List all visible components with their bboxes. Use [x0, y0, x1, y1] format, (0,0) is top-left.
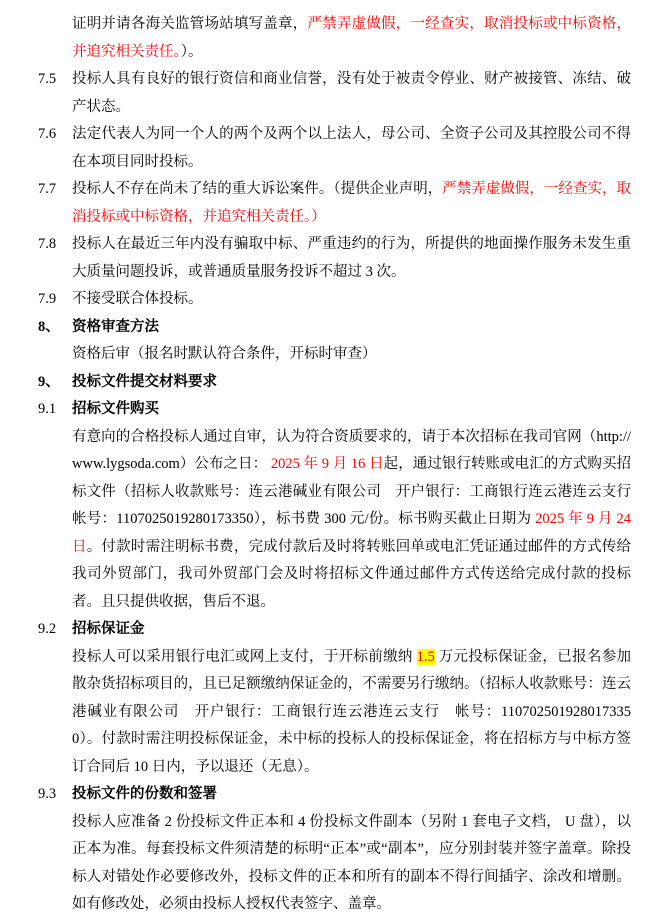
item-number: 7.9	[38, 291, 57, 307]
text-run: 招标文件购买	[72, 401, 159, 417]
item-text	[72, 396, 631, 424]
text-run: 投标人可以采用银行电汇或网上支付，于开标前缴纳	[72, 648, 417, 665]
text-run: 起，通过银行转账或电汇的方式购买招标文件（招标人收款账号：连云港碱业有限公司 开户银行：工商银行连云港连云支行帐号：1107025019280173350），标书费 300 元/份。标书购买截止日期为	[72, 456, 632, 527]
doc-item	[38, 369, 631, 397]
item-text	[72, 11, 631, 66]
item-text	[72, 286, 631, 314]
doc-item	[38, 396, 631, 424]
item-text	[72, 809, 631, 919]
item-text	[72, 369, 631, 397]
item-text	[72, 424, 631, 617]
text-run: 投标人不存在尚未了结的重大诉讼案件。（提供企业声明，	[72, 181, 443, 197]
text-run: 严禁弄虚做假，一经查实，取消投标或中标资格，并追究相关责任。）	[72, 181, 632, 225]
doc-item	[38, 11, 631, 66]
item-number: 9.3	[38, 786, 57, 802]
item-text	[72, 314, 631, 342]
item-text	[72, 121, 631, 176]
text-run: 不接受联合体投标。	[72, 291, 203, 307]
item-number: 9、	[38, 373, 60, 390]
text-run: 证明并请各海关监管场站填写盖章，	[72, 16, 308, 32]
item-number: 7.5	[38, 71, 57, 87]
text-run: 投标文件提交材料要求	[72, 373, 217, 390]
text-run: 资格后审（报名时默认符合条件，开标时审查）	[72, 346, 377, 362]
doc-item	[38, 424, 631, 617]
text-run: 资格审查方法	[72, 318, 159, 335]
text-run: ）。	[180, 43, 203, 60]
text-run: 。付款时需注明标书费，完成付款后及时将转账回单或电汇凭证通过邮件的方式传给我司外贸部门，我司外贸部门会及时将招标文件通过邮件方式传送给完成付款的投标者。且只提供收据，售后不退。	[72, 538, 631, 610]
text-run: 招标保证金	[72, 621, 145, 637]
doc-item	[38, 616, 631, 644]
item-text	[72, 616, 631, 644]
text-run: 法定代表人为同一个人的两个及两个以上法人，母公司、全资子公司及其控股公司不得在本项目同时投标。	[72, 126, 631, 170]
item-number: 9.2	[38, 621, 57, 637]
item-text	[72, 231, 631, 286]
item-number: 7.8	[38, 236, 57, 252]
item-number: 8、	[38, 318, 60, 335]
doc-item	[38, 176, 631, 231]
text-run: 投标人应准备 2 份投标文件正本和 4 份投标文件副本（另附 1 套电子文档， U 盘），以正本为准。每套投标文件须清楚的标明“正本”或“副本”，应分别封装并签字盖章。除投标人对错处作必要修改外，投标文件的正本和所有的副本不得行间插字、涂改和增删。如有修改处，必须由投标人授权代表签字、盖章。	[72, 813, 631, 912]
item-number: 7.7	[38, 181, 57, 197]
item-text	[72, 644, 631, 782]
text-run: 投标人在最近三年内没有骗取中标、严重违约的行为，所提供的地面操作服务未发生重大质量问题投诉，或普通质量服务投诉不超过 3 次。	[72, 236, 631, 280]
doc-item	[38, 314, 631, 342]
doc-item	[38, 809, 631, 919]
item-text	[72, 66, 631, 121]
doc-item	[38, 231, 631, 286]
item-text	[72, 176, 631, 231]
doc-item	[38, 644, 631, 782]
item-number: 9.1	[38, 401, 57, 417]
text-run: 严禁弄虚做假，一经查实，取消投标或中标资格，并追究相关责任。	[72, 16, 632, 60]
doc-item	[38, 781, 631, 809]
text-run: 万元投标保证金，已报名参加散杂货招标项目的，且已足额缴纳保证金的，不需要另行缴纳。（招标人收款账号：连云港碱业有限公司 开户银行：工商银行连云港连云支行 帐号：1107025019280173350）。付款时需注明投标保证金，未中标的投标人的投标保证金，将在招标方与中标方签订合同后 10 日内，予以退还（无息）。	[72, 648, 632, 775]
highlighted-value: 1.5	[416, 648, 435, 665]
text-run: 2025 年 9 月 16 日	[270, 456, 384, 472]
doc-item	[38, 66, 631, 121]
item-text	[72, 341, 631, 369]
text-run: 投标人具有良好的银行资信和商业信誉，没有处于被责令停业、财产被接管、冻结、破产状态。	[72, 71, 631, 115]
text-run: 投标文件的份数和签署	[72, 786, 217, 802]
item-text	[72, 781, 631, 809]
doc-item	[38, 121, 631, 176]
text-run: 2025 年 9 月 24 日	[72, 511, 631, 555]
doc-item	[38, 286, 631, 314]
text-run: 有意向的合格投标人通过自审，认为符合资质要求的，请于本次招标在我司官网（http://www.lygsoda.com）公布之日：	[72, 428, 631, 472]
item-number: 7.6	[38, 126, 57, 142]
doc-item	[38, 341, 631, 369]
